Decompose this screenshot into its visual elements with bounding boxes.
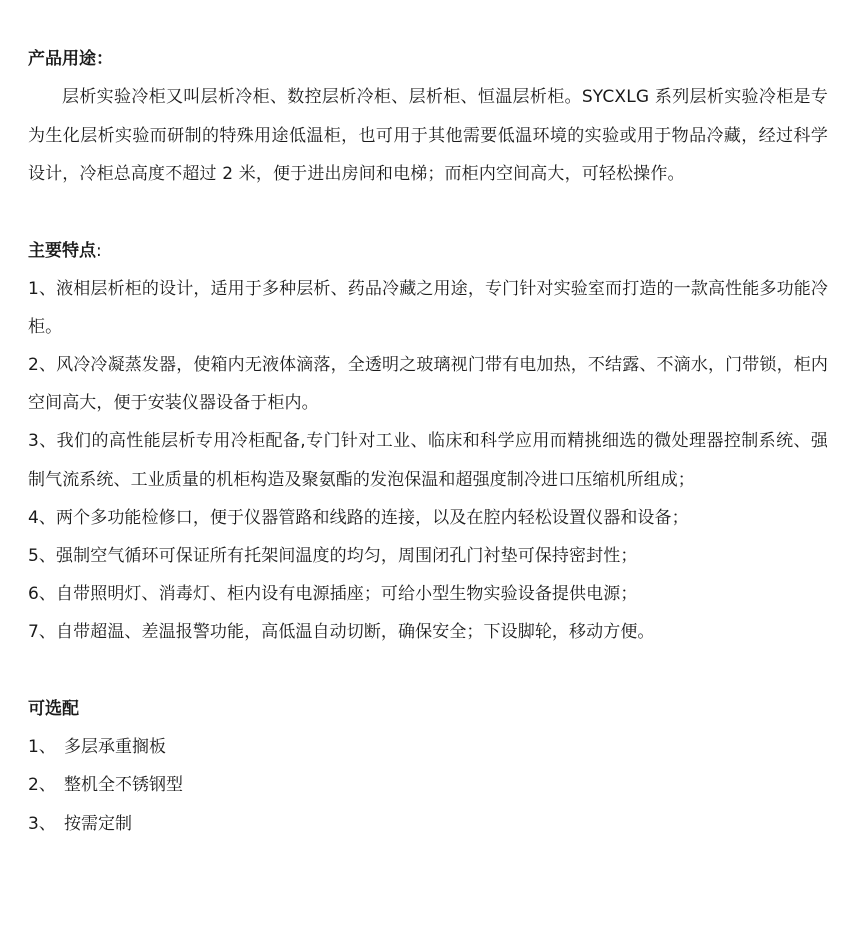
options-list xyxy=(28,728,828,844)
options-section xyxy=(28,690,828,844)
list-item: 4、两个多功能检修口，便于仪器管路和线路的连接，以及在腔内轻松设置仪器和设备； xyxy=(28,507,689,528)
option-text: 整机全不锈钢型 xyxy=(64,775,183,796)
list-item xyxy=(28,805,828,844)
list-item: 6、自带照明灯、消毒灯、柜内设有电源插座；可给小型生物实验设备提供电源； xyxy=(28,584,638,605)
list-item: 7、自带超温、差温报警功能，高低温自动切断，确保安全；下设脚轮，移动方便。 xyxy=(28,622,655,643)
purpose-paragraph: 层析实验冷柜又叫层析冷柜、数控层析冷柜、层析柜、恒温层析柜。SYCXLG 系列层析实验冷柜是专为生化层析实验而研制的特殊用途低温柜，也可用于其他需要低温环境的实验或用于物品冷藏，经过科学设计，冷柜总高度不超过 2 米，便于进出房间和电梯；而柜内空间高大，可轻松操作。 xyxy=(28,87,828,184)
features-list xyxy=(28,270,828,652)
list-item: 3、我们的高性能层析专用冷柜配备,专门针对工业、临床和科学应用而精挑细选的微处理器控制系统、强制气流系统、工业质量的机柜构造及聚氨酯的发泡保温和超强度制冷进口压缩机所组成； xyxy=(28,431,828,490)
spacer xyxy=(28,652,828,690)
features-heading xyxy=(28,232,828,270)
list-item: 1、液相层析柜的设计，适用于多种层析、药品冷藏之用途，专门针对实验室而打造的一款高性能多功能冷柜。 xyxy=(28,278,828,337)
option-number: 1、 xyxy=(28,736,56,757)
purpose-heading: 产品用途： xyxy=(28,49,113,69)
list-item: 2、风冷冷凝蒸发器，使箱内无液体滴落，全透明之玻璃视门带有电加热，不结露、不滴水，门带锁，柜内空间高大，便于安装仪器设备于柜内。 xyxy=(28,354,828,414)
list-item xyxy=(28,728,828,767)
features-heading-colon: : xyxy=(96,240,102,261)
spacer xyxy=(28,194,828,232)
option-text: 按需定制 xyxy=(64,813,132,834)
features-section xyxy=(28,232,828,652)
option-text: 多层承重搁板 xyxy=(64,736,166,757)
list-item: 5、强制空气循环可保证所有托架间温度的均匀，周围闭孔门衬垫可保持密封性； xyxy=(28,545,638,566)
options-heading: 可选配 xyxy=(28,698,79,719)
features-heading-text: 主要特点 xyxy=(28,240,96,261)
option-number: 2、 xyxy=(28,775,56,796)
option-number: 3、 xyxy=(28,813,56,834)
document xyxy=(28,40,828,843)
list-item xyxy=(28,766,828,805)
purpose-section xyxy=(28,40,828,194)
